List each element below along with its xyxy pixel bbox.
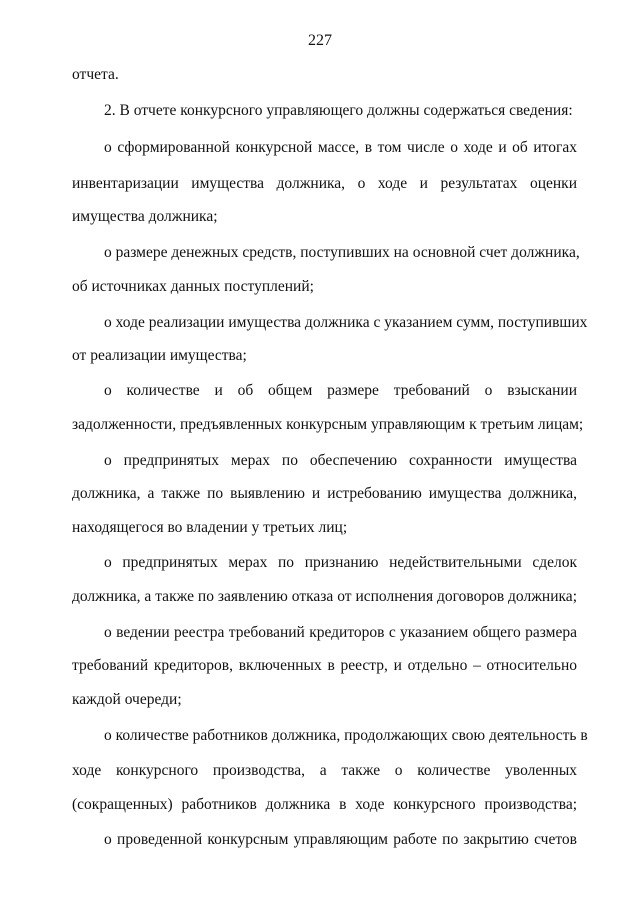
text-line: о количестве и об общем размере требований о взыскании (104, 382, 577, 399)
text-line: задолженности, предъявленных конкурсным управляющим к третьим лицам; (72, 416, 584, 433)
text-line: инвентаризации имущества должника, о ходе и результатах оценки (72, 175, 577, 192)
text-line: о ходе реализации имущества должника с указанием сумм, поступивших (104, 314, 588, 331)
text-line: должника, а также по заявлению отказа от исполнения договоров должника; (72, 588, 577, 605)
text-line: о предпринятых мерах по обеспечению сохранности имущества (104, 452, 577, 469)
text-line: о сформированной конкурсной массе, в том числе о ходе и об итогах (104, 139, 577, 156)
text-line: требований кредиторов, включенных в реестр, и отдельно – относительно (72, 657, 577, 674)
text-line: ходе конкурсного производства, а также о количестве уволенных (72, 762, 577, 779)
page-number: 227 (308, 32, 332, 49)
text-line: об источниках данных поступлений; (72, 278, 314, 295)
text-line: от реализации имущества; (72, 347, 247, 364)
text-line: 2. В отчете конкурсного управляющего должны содержаться сведения: (104, 102, 573, 119)
text-line: о предпринятых мерах по признанию недействительными сделок (104, 554, 577, 571)
text-line: отчета. (72, 66, 119, 83)
text-line: имущества должника; (72, 208, 218, 225)
text-line: о количестве работников должника, продолжающих свою деятельность в (104, 727, 588, 744)
text-line: (сокращенных) работников должника в ходе конкурсного производства; (72, 796, 577, 813)
text-line: каждой очереди; (72, 691, 182, 708)
text-line: находящегося во владении у третьих лиц; (72, 519, 348, 536)
text-line: о размере денежных средств, поступивших на основной счет должника, (104, 244, 580, 261)
text-line: должника, а также по выявлению и истребованию имущества должника, (72, 485, 577, 502)
text-line: о проведенной конкурсным управляющим работе по закрытию счетов (104, 831, 577, 848)
text-line: о ведении реестра требований кредиторов с указанием общего размера (104, 624, 577, 641)
